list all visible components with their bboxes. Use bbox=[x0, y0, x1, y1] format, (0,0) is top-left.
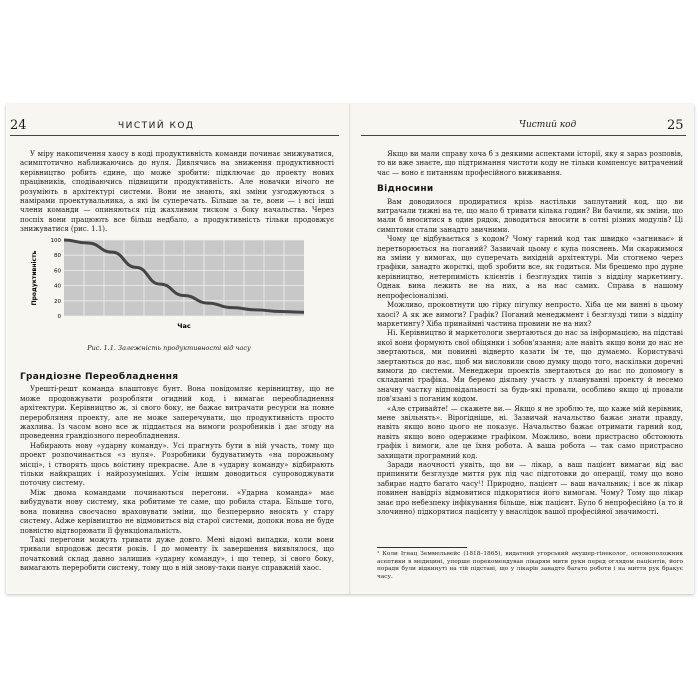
y-tick-label: 0 bbox=[57, 314, 61, 320]
right-header-rule bbox=[361, 135, 686, 136]
right-text bbox=[377, 150, 683, 517]
left-text-top bbox=[20, 150, 334, 235]
left-page-number: 24 bbox=[10, 118, 27, 133]
right-running-title: Чистий код bbox=[519, 120, 577, 130]
footnote-rule bbox=[377, 547, 467, 548]
left-page bbox=[6, 104, 349, 594]
paragraph: Заради наочності уявіть, що ви — лікар, а ваш пацієнт вимагає від вас припинити безглузде миття рук під час підготовки до операції, тому що воно забирає надто багато часу¹! Природно, пацієнт — ваш начальник; і все ж лікар повинен навідріз відмовитися підкорятися його вимогам. Чому? Тому що лікар знає про небезпеку інфікування більше, ніж пацієнт. Було б непрофесійно (а то й злочинно) підкорятися пацієнту у внаслідок вашої професійної значимості. bbox=[377, 461, 683, 517]
paragraph: Між двома командами починаються перегони. «Ударна команда» має вибудувати нову систему, яка робитиме те саме, що робила стара. Більше того, вона повинна своєчасно враховувати зміни, що безперервно вносять у стару систему. Adже керівництво не відмовиться від старої системи, допоки нова не буде повністю відтворювати її функціональність. bbox=[20, 488, 334, 535]
section-heading: Грандіозне Переобладнення bbox=[20, 372, 179, 382]
left-running-title: ЧИСТИЙ КОД bbox=[118, 121, 195, 131]
paragraph: Чому це відбувається з кодом? Чому гарний код так швидко «загниває» й перетворюється на поганий? Зазвичай цьому є купа пояснень. Ми скаржимося на зміни у вимогах, що суперечать вихідній архітектурі. Ми стогнемо через графіки, занадто жорсткі, щоб зробити все, як годиться. Ми брешемо про дурне керівництво, нетерпимість клієнтів і безглуздих типів з відділу маркетингу. Однак вина лежить не на них, а на нас самих. Справа в нашому непрофесіоналізмі. bbox=[377, 235, 683, 300]
paragraph: Урешті-решт команда влаштовує бунт. Вона повідомляє керівництву, що не може продовжувати розробляти огидний код, і вимагає переобладнення архітектури. Керівництво ж, зі свого боку, не бажає витрачати ресурси на повне переробляння проекту, але не може заперечувати, що продуктивність просто жахлива. Із часом воно все ж піддається на вимоги розробників і дає згоду на проведення грандіозного переобладнення. bbox=[20, 385, 334, 441]
x-axis-label: Час bbox=[177, 322, 191, 330]
paragraph: У міру накопичення хаосу в коді продуктивність команди починає знижуватися, асимптотично наближаючись до нуля. Дивлячись на зниження продуктивності керівництво робить єдине, що може зробити: підключає до проекту нових працівників, сподіваючись підвищити продуктивність. Але новачки нічого не розуміють в архітектурі системи. Вони не знають, які зміни узгоджуються з намірами проектувальника, а які їм суперечать. Більше за те, вони — і всі інші члени команди — опиняються під жахливим тиском з боку начальства. Через поспіх вони працюють все більш недбало, а продуктивність тільки продовжує знижуватися (рис. 1.1). bbox=[20, 150, 334, 234]
paragraph: Можливо, проковтнути цю гірку пігулку непросто. Хіба це ми винні в цьому хаосі? А як же вимоги? Графік? Поганий менеджмент і безглузді типи з відділу маркетингу? Хіба принаймні частина провини не на них? bbox=[377, 301, 683, 328]
left-text-bottom bbox=[20, 366, 334, 574]
footnote: ¹ Коли Ігнац Земмельвейс (1818–1865), видатний угорський акушер-гінеколог, основоположник асептики в медицині, уперше порекомендував лікарям мити руки перед оглядом пацієнтів, його поради були відкинуті на тій підставі, що у лікарів занадто багато роботи і на миття рук бракує часу. bbox=[377, 551, 683, 580]
productivity-chart bbox=[24, 234, 314, 338]
paragraph: Ні. Керівництво й маркетологи звертаються до нас за інформацією, на підставі якої вони формують свої обіцянки і зобов'язання; але навіть якщо вони до нас не звертаються, ми повинні відверто казати їм те, що думаємо. Користувачі звертаються до нас, щоб ми висловили свою думку щодо того, наскільки доречні вимоги до системи. Менеджери проектів звертаються до нас по допомогу в складанні графіка. Ми беремо діяльну участь у плануванні проекту й несемо значну частку відповідальності за будь-які провали, особливо якщо ці провали пов'язані з поганим кодом. bbox=[377, 329, 683, 404]
paragraph: Такі перегони можуть тривати дуже довго. Мені відомі випадки, коли вони тривали впродовж десяти років. І до моменту їх завершення виявлялося, що початковий склад давно залишив «ударну команду», і що тепер, зі свого боку, вимагають переробити систему, тому що в ній знову-таки панує справжній хаос. bbox=[20, 535, 334, 573]
paragraph: Якщо ви мали справу хоча б з деякими аспектами історії, яку я зараз розповів, то ви вже знаєте, що підтримання чистоти коду не тільки компенсує витрачений час — воно є питанням професійного виживання. bbox=[377, 150, 683, 177]
figure-caption: Рис. 1.1. Залежність продуктивності від часу bbox=[87, 344, 251, 352]
section-heading: Відносини bbox=[377, 184, 434, 195]
paragraph: Набирають нову «ударну команду». Усі прагнуть бути в ній участь, тому що проект розпочинається «з нуля». Розробники будуватимуть «на порожньому місці», і створять щось воістину прекрасне. Але в «ударну команду» відбирають тільки найкращих і найрозумніших. Усім іншим доводиться супроводжувати поточну систему. bbox=[20, 441, 334, 488]
y-tick-label: 80 bbox=[54, 253, 61, 260]
left-header-rule bbox=[10, 135, 339, 136]
figure-1-1 bbox=[24, 234, 336, 352]
y-axis-label: Продуктивність bbox=[31, 250, 38, 306]
book-spread bbox=[6, 104, 694, 594]
right-page bbox=[351, 104, 694, 594]
y-tick-label: 40 bbox=[54, 283, 61, 290]
y-tick-label: 100 bbox=[50, 238, 61, 244]
paragraph: «Але стривайте! — скажете ви.— Якщо я не зроблю те, що каже мій керівник, мене звільнять». Вірогідніше, ні. Зазвичай начальство бажає знати правду, навіть якщо воно цього не показує. Начальство бажає отримати гарний код, навіть якщо воно одержиме графіком. Можливо, вони пристрасно обстоюють графік і вимоги, але це їхня робота. А ваша робота — так само пристрасно захищати програмний код. bbox=[377, 404, 683, 460]
right-page-number: 25 bbox=[667, 118, 684, 133]
paragraph: Вам доводилося продиратися крізь настільки заплутаний код, що ви витрачали тижні на те, що мало б тривати кілька годин? Ви бачили, як зміни, що мали б вноситися в один рядок, доводиться вносити в сотні різних модулів? Ці симптоми стали занадто звичними. bbox=[377, 197, 683, 234]
y-tick-label: 60 bbox=[54, 268, 61, 275]
y-tick-label: 20 bbox=[54, 298, 61, 305]
